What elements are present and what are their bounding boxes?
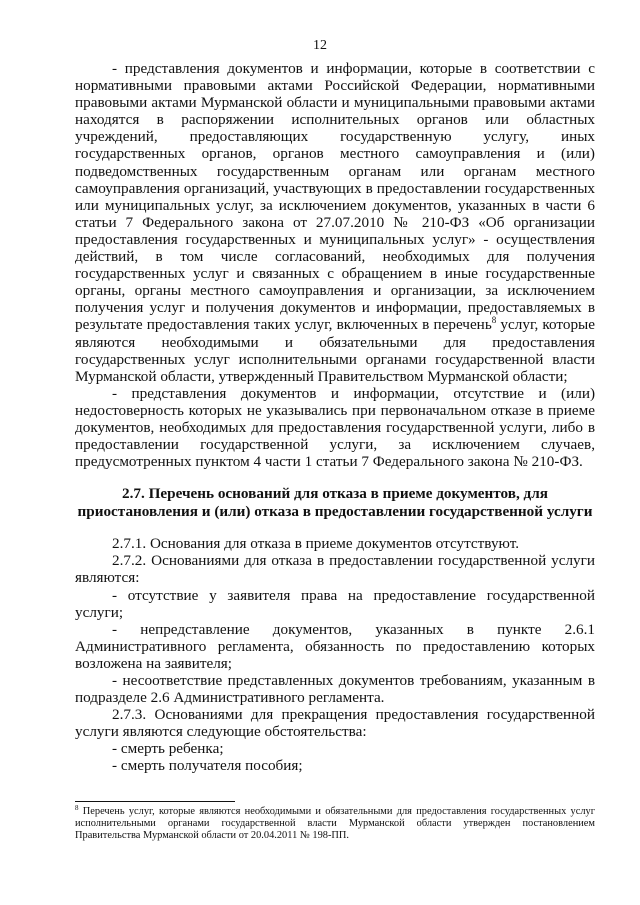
clause-2-7-3-item-recipient-death: - смерть получателя пособия; xyxy=(112,757,303,775)
clause-2-7-2-item-no-right: - отсутствие у заявителя права на предоставление государственной услуги; xyxy=(75,586,595,621)
footnote xyxy=(75,806,595,842)
paragraph-text: - представления документов и информации, которые в соответствии с нормативными правовыми актами Российской Федерации, нормативными правовыми актами Мурманской области и муниципальными правовыми актами находятся в распоряжении исполнительных органов или областных учреждений, предоставляющих государственную услугу, иных государственных органов, органов местного самоуправления и (или) подведомственных государственным органам или органам местного самоуправления организаций, участвующих в предоставлении государственных или муниципальных услуг, за исключением документов, указанных в части 6 статьи 7 Федерального закона от 27.07.2010 № 210-ФЗ «Об организации предоставления государственных и муниципальных услуг» - осуществления действий, в том числе согласований, необходимых для получения государственных услуг и связанных с обращением в иные государственные органы, органы местного самоуправления и организации, за исключением получения услуг и получения документов и информации, предоставляемых в результате предоставления таких услуг, включенных в перечень xyxy=(75,60,595,334)
footnote-separator xyxy=(75,801,235,802)
paragraph-documents-list xyxy=(75,60,595,385)
footnote-mark: 8 xyxy=(75,804,79,812)
clause-2-7-2: 2.7.2. Основаниями для отказа в предоставлении государственной услуги являются: xyxy=(75,552,595,587)
page-number: 12 xyxy=(313,38,327,53)
clause-2-7-3: 2.7.3. Основаниями для прекращения предоставления государственной услуги являются следующие обстоятельства: xyxy=(75,706,595,741)
document-body xyxy=(75,60,595,775)
clause-2-7-2-item-nonconformity: - несоответствие представленных документов требованиям, указанным в подразделе 2.6 Административного регламента. xyxy=(75,672,595,707)
section-heading: 2.7. Перечень оснований для отказа в приеме документов, для приостановления и (или) отказа в предоставлении государственной услуги xyxy=(77,485,593,521)
footnote-text: Перечень услуг, которые являются необходимыми и обязательными для предоставления государственных услуг исполнительными органами государственной власти Мурманской области утвержден постановлением Правительства Мурманской области от 20.04.2011 № 198-ПП. xyxy=(75,806,595,841)
paragraph-text-tail: услуг, которые являются необходимыми и обязательными для предоставления государственных услуг исполнительными органами государственной власти Мурманской области, утвержденный Правительством Мурманской области; xyxy=(75,316,596,385)
clause-2-7-1: 2.7.1. Основания для отказа в приеме документов отсутствуют. xyxy=(112,535,519,553)
clause-2-7-3-item-child-death: - смерть ребенка; xyxy=(112,740,224,758)
clause-2-7-2-item-missing-docs: - непредставление документов, указанных в пункте 2.6.1 Административного регламента, обязанность по предоставлению которых возложена на заявителя; xyxy=(75,620,595,672)
footnote-reference: 8 xyxy=(491,315,497,326)
paragraph-documents-absence: - представления документов и информации, отсутствие и (или) недостоверность которых не указывались при первоначальном отказе в приеме документов, необходимых для предоставления государственной услуги, либо в предоставлении государственной услуги, за исключением случаев, предусмотренных пунктом 4 части 1 статьи 7 Федерального закона № 210-ФЗ. xyxy=(75,384,595,471)
